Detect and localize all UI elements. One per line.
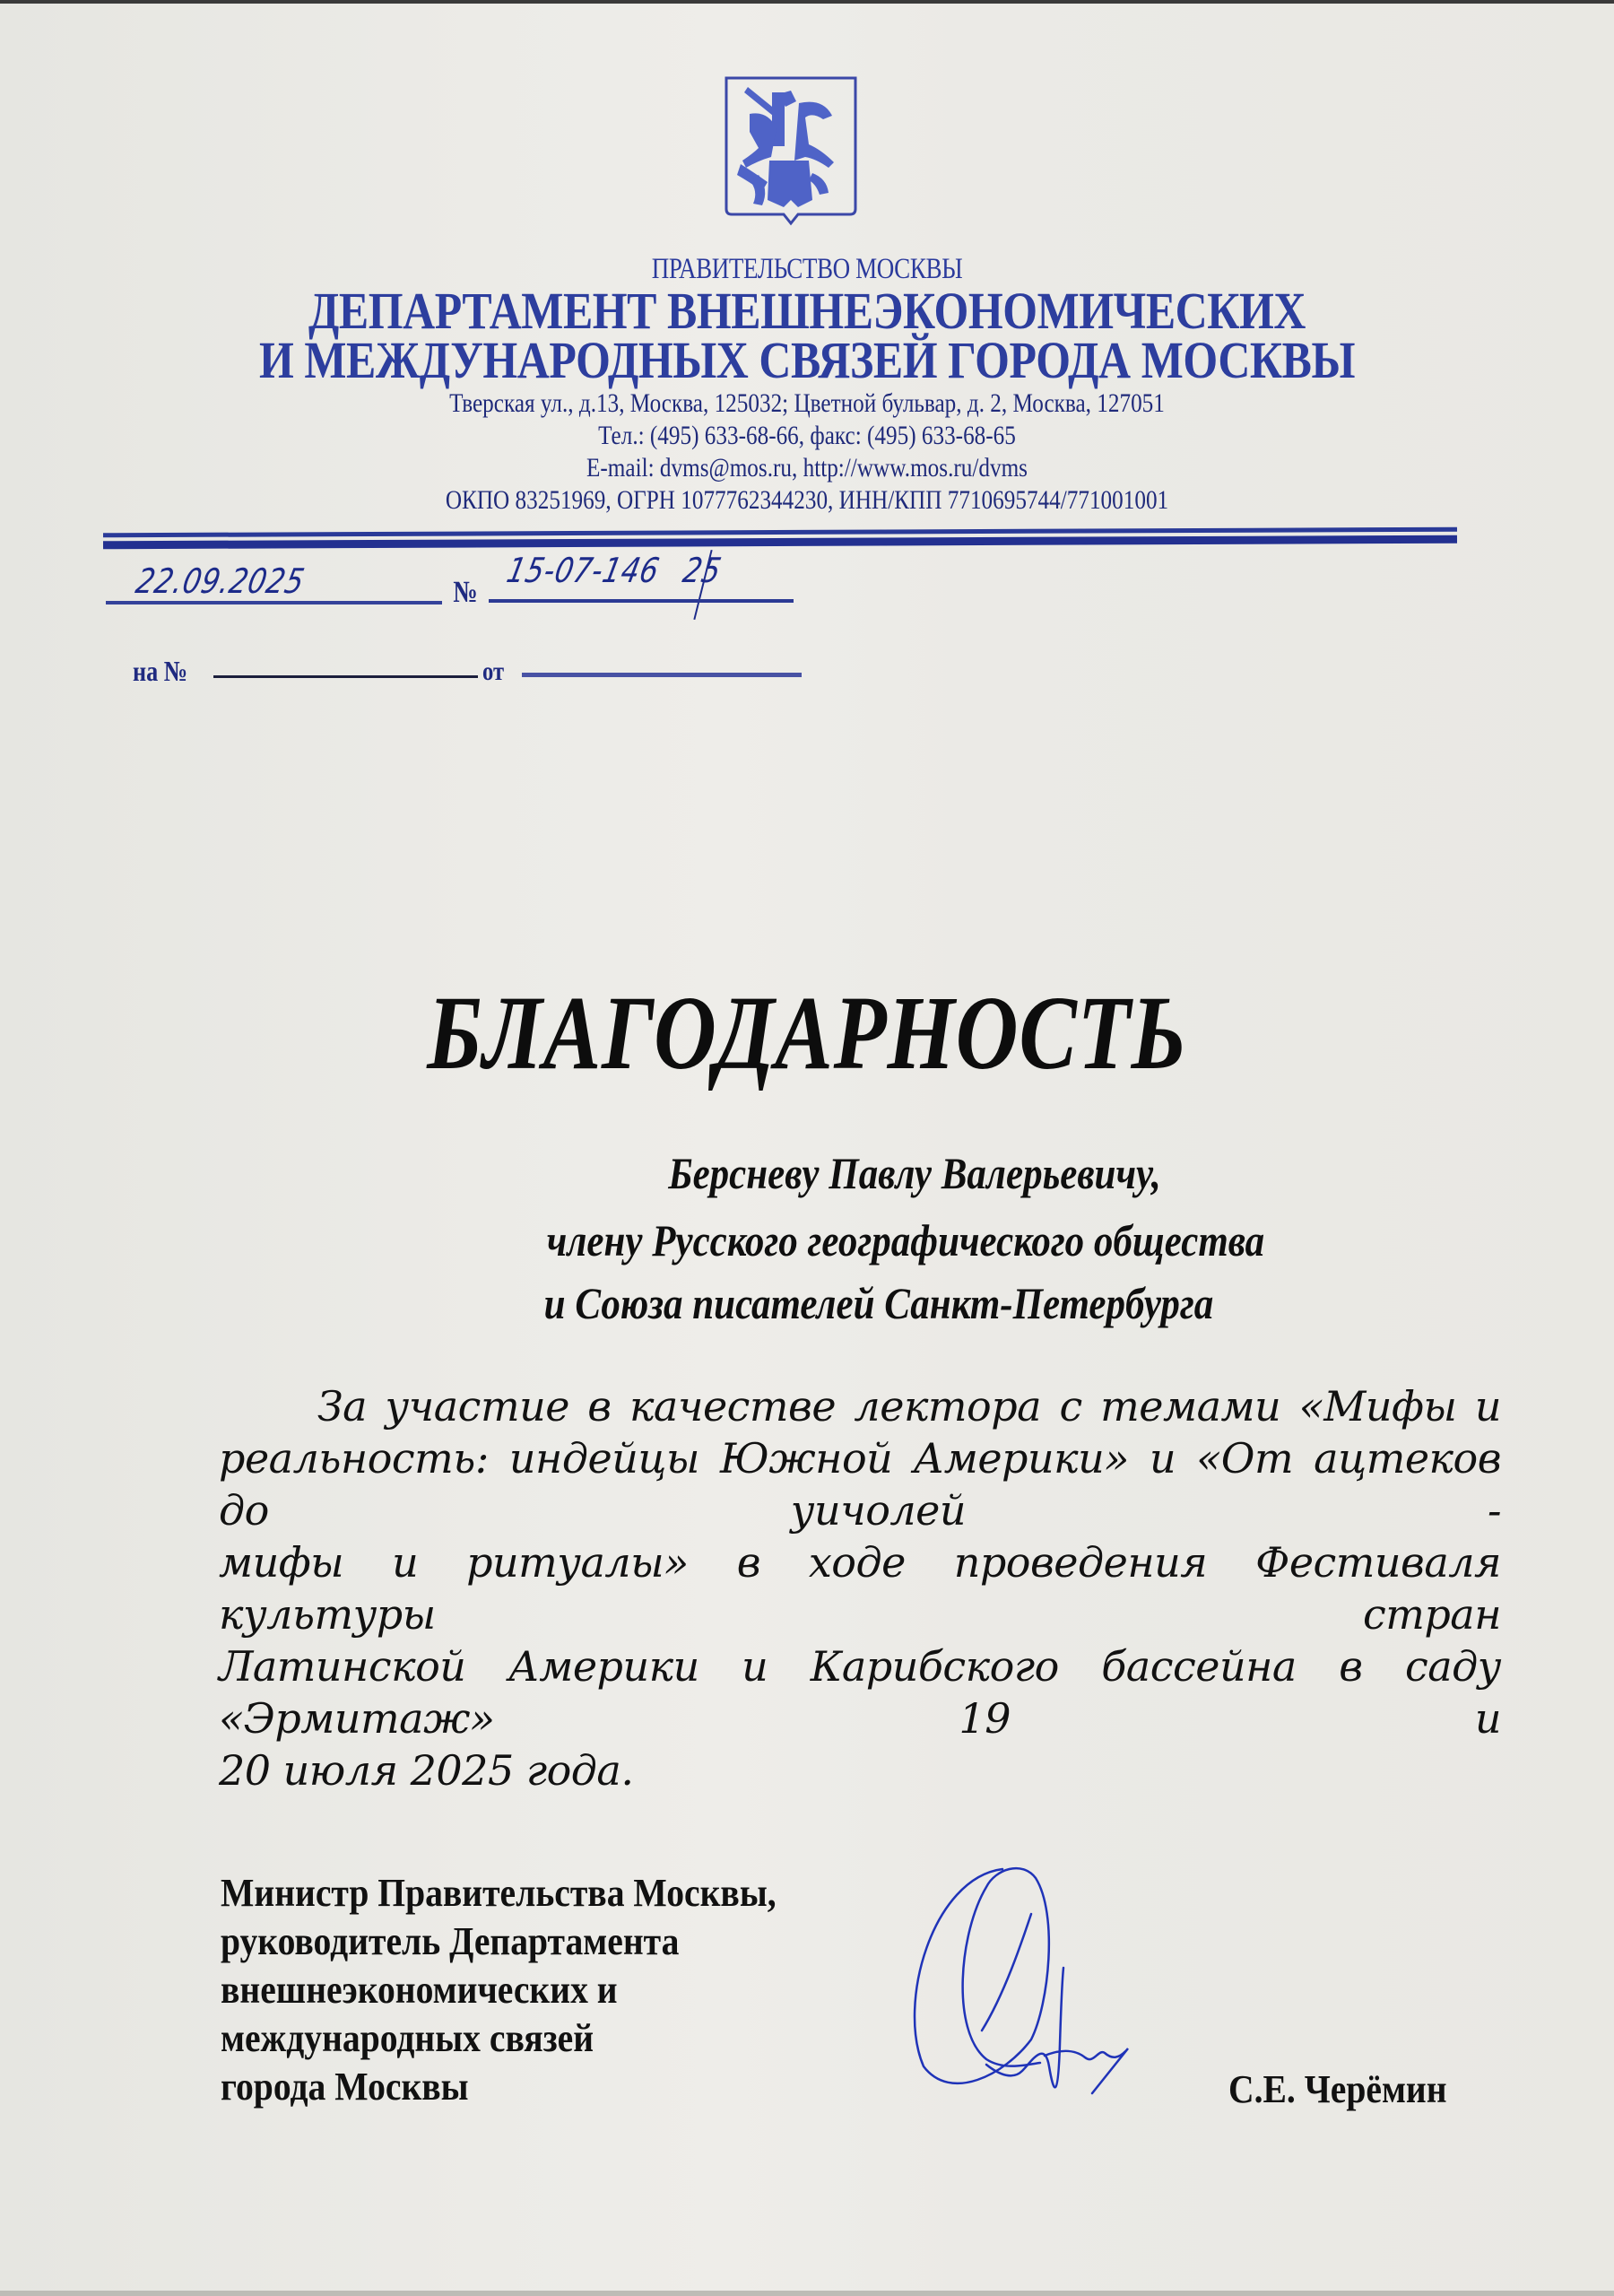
address: Тверская ул., д.13, Москва, 125032; Цветной бульвар, д. 2, Москва, 127051	[449, 388, 1165, 418]
reply-from-label: от	[482, 657, 505, 686]
reply-to-number-label: на №	[133, 655, 188, 687]
document-title: БЛАГОДАРНОСТЬ	[427, 974, 1187, 1091]
registration-codes: ОКПО 83251969, ОГРН 1077762344230, ИНН/КПП 7710695744/771001001	[445, 485, 1169, 515]
signatory-position	[221, 1869, 777, 2111]
department-name-line2: И МЕЖДУНАРОДНЫХ СВЯЗЕЙ ГОРОДА МОСКВЫ	[258, 331, 1356, 389]
signatory-position-line: международных связей	[221, 2016, 594, 2060]
body-line: 20 июля 2025 года.	[219, 1746, 634, 1795]
signatory-position-line: внешнеэкономических и	[221, 1968, 618, 2012]
outgoing-date-handwritten: 22.09.2025	[132, 561, 308, 601]
signatory-position-line: города Москвы	[221, 2065, 469, 2109]
contact-block	[0, 387, 1614, 517]
body-line: За участие в качестве лектора с темами «Мифы и	[317, 1382, 1501, 1431]
moscow-coat-of-arms-icon	[723, 74, 859, 227]
handwritten-signature-icon	[897, 1860, 1237, 2129]
recipient-affiliation-2: и Союза писателей Санкт-Петербурга	[543, 1278, 1214, 1328]
outgoing-date-line	[106, 601, 442, 604]
department-name-line1: ДЕПАРТАМЕНТ ВНЕШНЕЭКОНОМИЧЕСКИХ	[308, 282, 1306, 340]
photo-bottom-edge	[0, 2291, 1614, 2296]
letter-page	[0, 4, 1614, 2291]
outgoing-number-suffix: 25	[679, 551, 725, 590]
signatory-position-line: Министр Правительства Москвы,	[221, 1871, 777, 1915]
signatory-name: С.Е. Черёмин	[1228, 2067, 1447, 2111]
gratitude-text	[219, 1380, 1501, 1796]
government-name: ПРАВИТЕЛЬСТВО МОСКВЫ	[651, 253, 963, 285]
phone-fax: Тел.: (495) 633-68-66, факс: (495) 633-68-65	[598, 421, 1016, 450]
email-website: E-mail: dvms@mos.ru, http://www.mos.ru/dvms	[586, 453, 1028, 483]
signatory-position-line: руководитель Департамента	[221, 1919, 680, 1963]
body-line: Латинской Америки и Карибского бассейна в саду «Эрмитаж» 19 и	[219, 1642, 1501, 1743]
outgoing-number: 15-07-146	[503, 551, 664, 590]
reply-to-number-line	[213, 675, 478, 678]
reply-from-date-line	[522, 673, 802, 677]
outgoing-number-label: №	[453, 576, 478, 609]
recipient-affiliation-1: члену Русского географического общества	[546, 1215, 1265, 1265]
outgoing-number-handwritten	[503, 551, 725, 590]
header-divider-thick	[103, 535, 1457, 550]
body-line: реальность: индейцы Южной Америки» и «От ацтеков до уичолей -	[219, 1434, 1501, 1535]
body-line: мифы и ритуалы» в ходе проведения Фестиваля культуры стран	[219, 1538, 1501, 1639]
recipient-name: Берсневу Павлу Валерьевичу,	[668, 1148, 1161, 1198]
outgoing-number-line	[489, 599, 794, 603]
